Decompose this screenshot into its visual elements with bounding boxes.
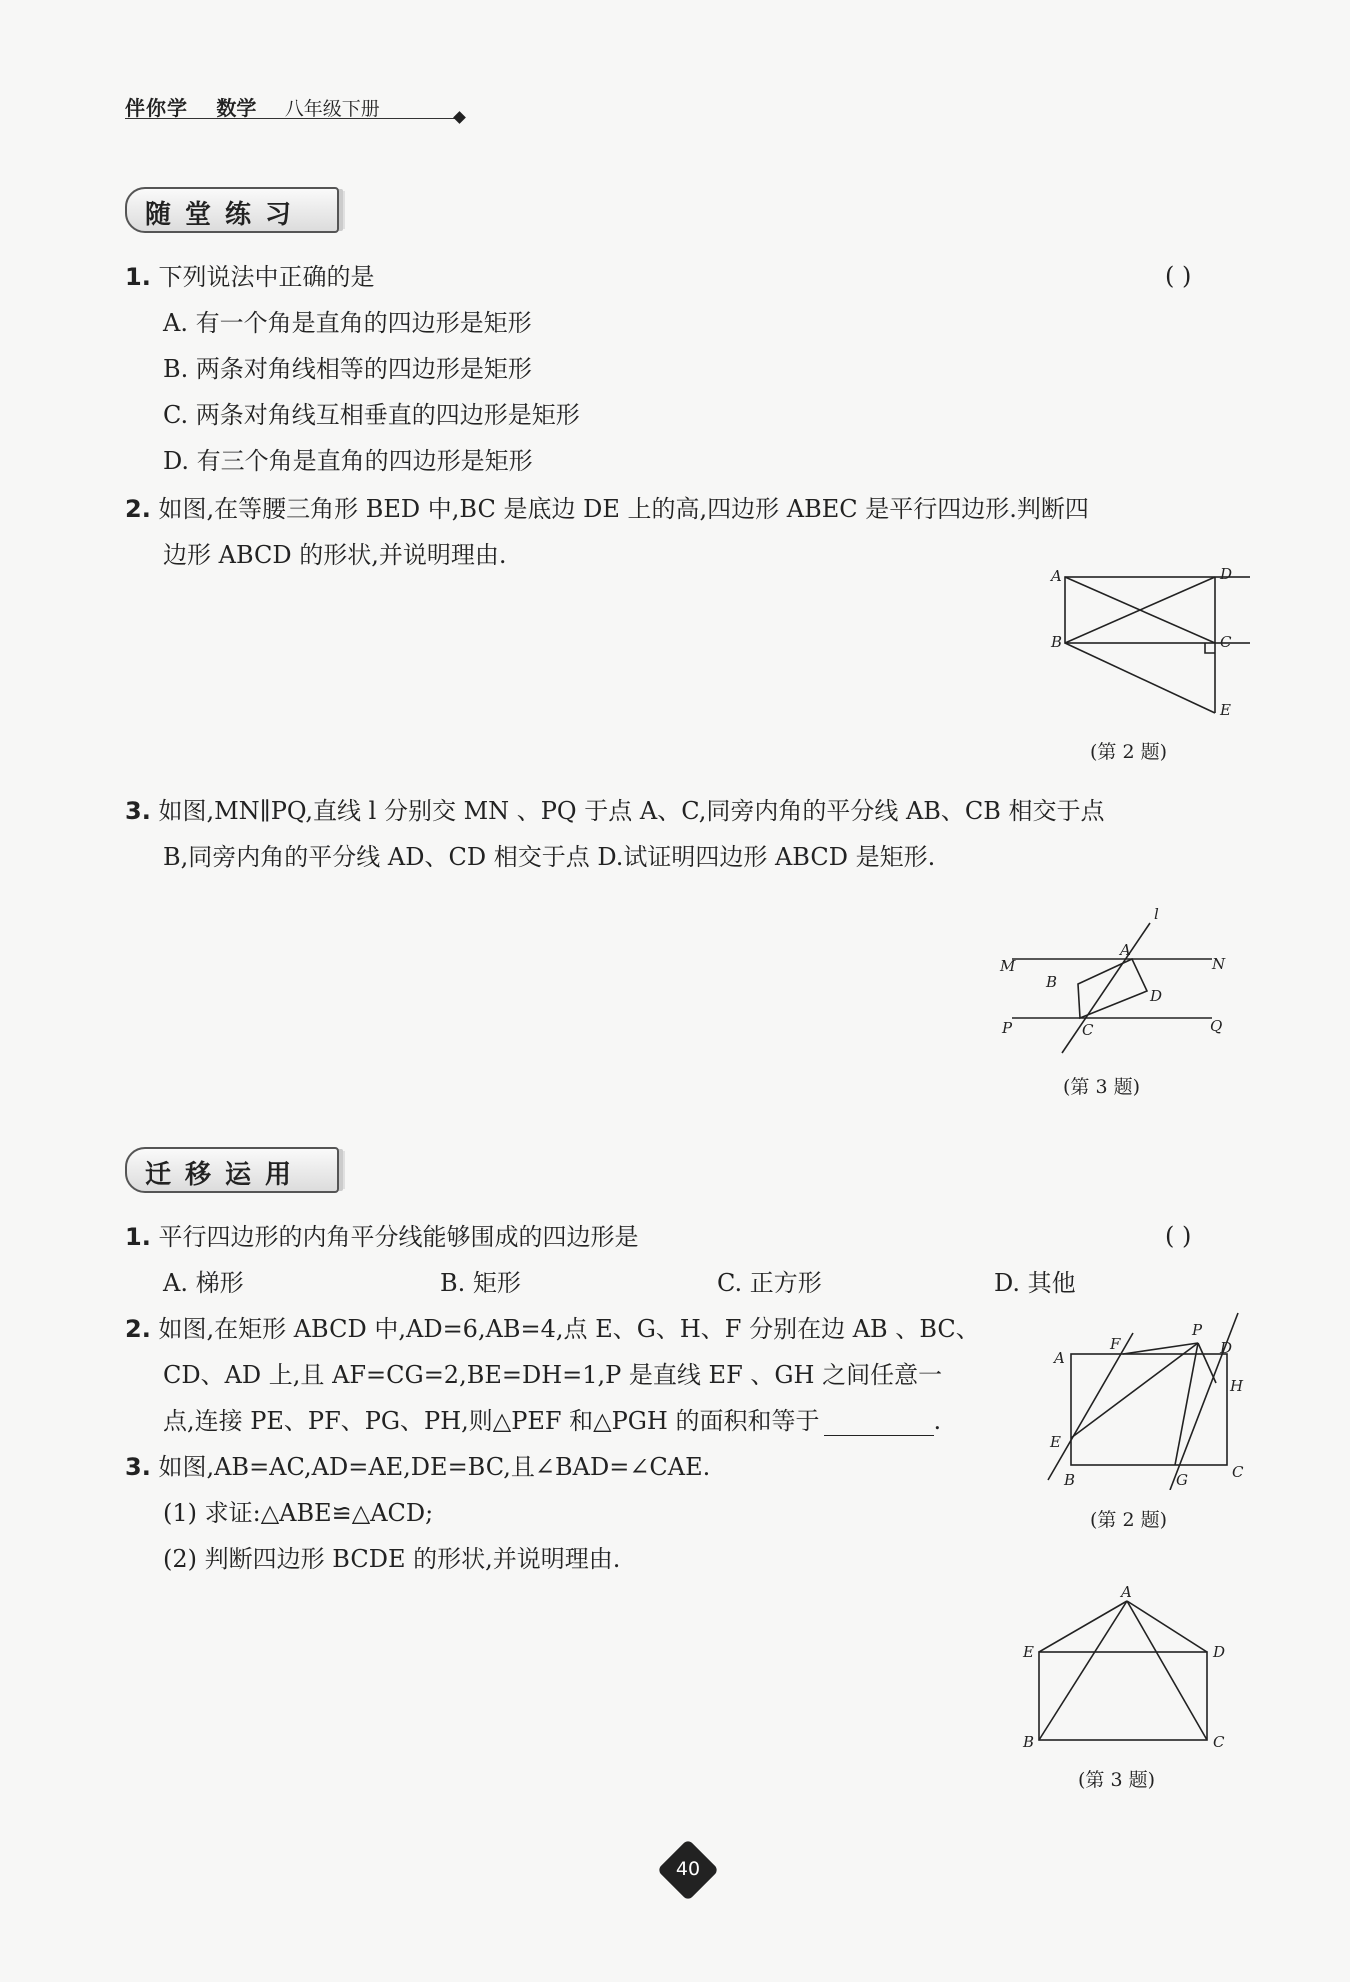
fig2-label-b: B bbox=[1051, 633, 1063, 651]
rect-abcd bbox=[1071, 1354, 1227, 1465]
s2-q1-stem bbox=[125, 1222, 638, 1252]
fig2-label-e: E bbox=[1220, 701, 1231, 719]
s2-q2-line3 bbox=[163, 1406, 941, 1436]
fig3-label-c: C bbox=[1082, 1021, 1094, 1039]
s2-q2-number: 2. bbox=[125, 1315, 151, 1343]
fig3-label-l: l bbox=[1154, 905, 1159, 923]
s1-q1-option-b: B. 两条对角线相等的四边形是矩形 bbox=[163, 355, 532, 383]
s1-q3-caption: (第 3 题) bbox=[1063, 1076, 1140, 1098]
s2-q2-line1 bbox=[125, 1314, 980, 1344]
s1-q3-figure bbox=[990, 905, 1240, 1075]
page-number: 40 bbox=[675, 1858, 701, 1880]
fig-s2q3-label-d: D bbox=[1213, 1643, 1226, 1661]
header-subject: 数学 bbox=[216, 96, 257, 120]
s2-q3-caption: (第 3 题) bbox=[1078, 1769, 1155, 1791]
fig3-label-n: N bbox=[1212, 955, 1226, 973]
fig-s2q2-label-c: C bbox=[1232, 1463, 1244, 1481]
header-grade: 八年级下册 bbox=[284, 98, 380, 120]
s2-q2-text-line3: 点,连接 PE、PF、PG、PH,则△PEF 和△PGH 的面积和等于 bbox=[163, 1407, 820, 1435]
s1-q3-text-line1: 如图,MN∥PQ,直线 l 分别交 MN 、PQ 于点 A、C,同旁内角的平分线 AB、CB 相交于点 bbox=[158, 797, 1105, 825]
segment-be bbox=[1065, 643, 1215, 713]
s1-q1-text: 下列说法中正确的是 bbox=[158, 263, 375, 291]
header-brand: 伴你学 bbox=[125, 96, 188, 120]
s1-q2-text-line2: 边形 ABCD 的形状,并说明理由. bbox=[163, 541, 507, 569]
s2-q1-option-b: B. 矩形 bbox=[440, 1269, 521, 1297]
s1-q2-line1 bbox=[125, 494, 1089, 524]
s1-q1-answer-paren: ( ) bbox=[1165, 262, 1192, 290]
fig3-label-q: Q bbox=[1210, 1017, 1223, 1035]
fig-s2q3-label-b: B bbox=[1023, 1733, 1035, 1751]
header-diamond-icon bbox=[453, 111, 466, 124]
s2-q2-text-line3-end: . bbox=[933, 1407, 942, 1435]
s2-q1-number: 1. bbox=[125, 1223, 151, 1251]
fig-s2q2-label-h: H bbox=[1230, 1377, 1244, 1395]
segment-ab bbox=[1039, 1601, 1127, 1740]
fig-s2q2-label-a: A bbox=[1054, 1349, 1065, 1367]
s2-q2-text-line1: 如图,在矩形 ABCD 中,AD=6,AB=4,点 E、G、H、F 分别在边 AB 、BC、 bbox=[158, 1315, 980, 1343]
fig-s2q3-label-a: A bbox=[1121, 1585, 1132, 1601]
section-title-practice: 随堂练习 bbox=[145, 200, 306, 230]
s2-q1-text: 平行四边形的内角平分线能够围成的四边形是 bbox=[158, 1223, 639, 1251]
fig-s2q2-label-g: G bbox=[1176, 1471, 1188, 1489]
s1-q1-stem bbox=[125, 262, 374, 292]
line-l bbox=[1062, 923, 1150, 1053]
s1-q1-option-d: D. 有三个角是直角的四边形是矩形 bbox=[163, 447, 533, 475]
s1-q1-number: 1. bbox=[125, 263, 151, 291]
fig-s2q2-label-b: B bbox=[1064, 1471, 1076, 1489]
segment-ae bbox=[1039, 1601, 1127, 1652]
fig3-label-a: A bbox=[1120, 941, 1131, 959]
s2-q3-sub1: (1) 求证:△ABE≌△ACD; bbox=[163, 1499, 434, 1527]
fig2-label-a: A bbox=[1051, 567, 1062, 585]
s2-q3-text-line1: 如图,AB=AC,AD=AE,DE=BC,且∠BAD=∠CAE. bbox=[158, 1453, 711, 1481]
s2-q3-line1 bbox=[125, 1452, 710, 1482]
s2-q1-answer-paren: ( ) bbox=[1165, 1222, 1192, 1250]
s2-q1-option-a: A. 梯形 bbox=[163, 1269, 244, 1297]
s2-q2-caption: (第 2 题) bbox=[1090, 1509, 1167, 1531]
s1-q3-number: 3. bbox=[125, 797, 151, 825]
s1-q1-option-c: C. 两条对角线互相垂直的四边形是矩形 bbox=[163, 401, 580, 429]
s2-q2-figure bbox=[1040, 1305, 1260, 1490]
s2-q3-figure bbox=[1015, 1585, 1245, 1760]
segment-ac bbox=[1127, 1601, 1207, 1740]
s1-q3-text-line2: B,同旁内角的平分线 AD、CD 相交于点 D.试证明四边形 ABCD 是矩形. bbox=[163, 843, 936, 871]
s2-q1-option-d: D. 其他 bbox=[994, 1269, 1076, 1297]
fig-s2q2-label-d: D bbox=[1220, 1339, 1233, 1357]
s2-q3-number: 3. bbox=[125, 1453, 151, 1481]
quad-abcd bbox=[1078, 959, 1147, 1018]
s2-q2-text-line2: CD、AD 上,且 AF=CG=2,BE=DH=1,P 是直线 EF 、GH 之间任意一 bbox=[163, 1361, 943, 1389]
s1-q3-line1 bbox=[125, 796, 1105, 826]
s2-q3-sub2: (2) 判断四边形 BCDE 的形状,并说明理由. bbox=[163, 1545, 621, 1573]
s1-q2-text-line1: 如图,在等腰三角形 BED 中,BC 是底边 DE 上的高,四边形 ABEC 是平行四边形.判断四 bbox=[158, 495, 1089, 523]
fig-s2q2-label-e: E bbox=[1050, 1433, 1061, 1451]
right-angle-mark bbox=[1205, 643, 1215, 653]
s1-q2-figure bbox=[1040, 565, 1250, 735]
section-tag-practice bbox=[125, 187, 339, 233]
fig3-label-d: D bbox=[1150, 987, 1163, 1005]
segment-pe bbox=[1071, 1343, 1198, 1438]
s2-q1-option-c: C. 正方形 bbox=[717, 1269, 822, 1297]
s1-q1-option-a: A. 有一个角是直角的四边形是矩形 bbox=[163, 309, 532, 337]
header-rule bbox=[125, 118, 460, 119]
s1-q2-caption: (第 2 题) bbox=[1090, 741, 1167, 763]
fig2-label-d: D bbox=[1220, 565, 1233, 583]
fig-s2q2-label-f: F bbox=[1110, 1335, 1121, 1353]
fig3-label-b: B bbox=[1046, 973, 1058, 991]
answer-blank bbox=[824, 1413, 934, 1436]
s1-q2-number: 2. bbox=[125, 495, 151, 523]
fig3-label-m: M bbox=[1000, 957, 1016, 975]
fig-s2q3-label-c: C bbox=[1213, 1733, 1225, 1751]
fig-s2q3-label-e: E bbox=[1023, 1643, 1034, 1661]
section-title-transfer: 迁移运用 bbox=[145, 1160, 306, 1190]
page-header bbox=[125, 92, 380, 121]
fig2-label-c: C bbox=[1220, 633, 1232, 651]
segment-ad bbox=[1127, 1601, 1207, 1652]
fig3-label-p: P bbox=[1002, 1019, 1013, 1037]
segment-ph bbox=[1198, 1343, 1216, 1383]
fig-s2q2-label-p: P bbox=[1192, 1321, 1203, 1339]
section-tag-transfer bbox=[125, 1147, 339, 1193]
